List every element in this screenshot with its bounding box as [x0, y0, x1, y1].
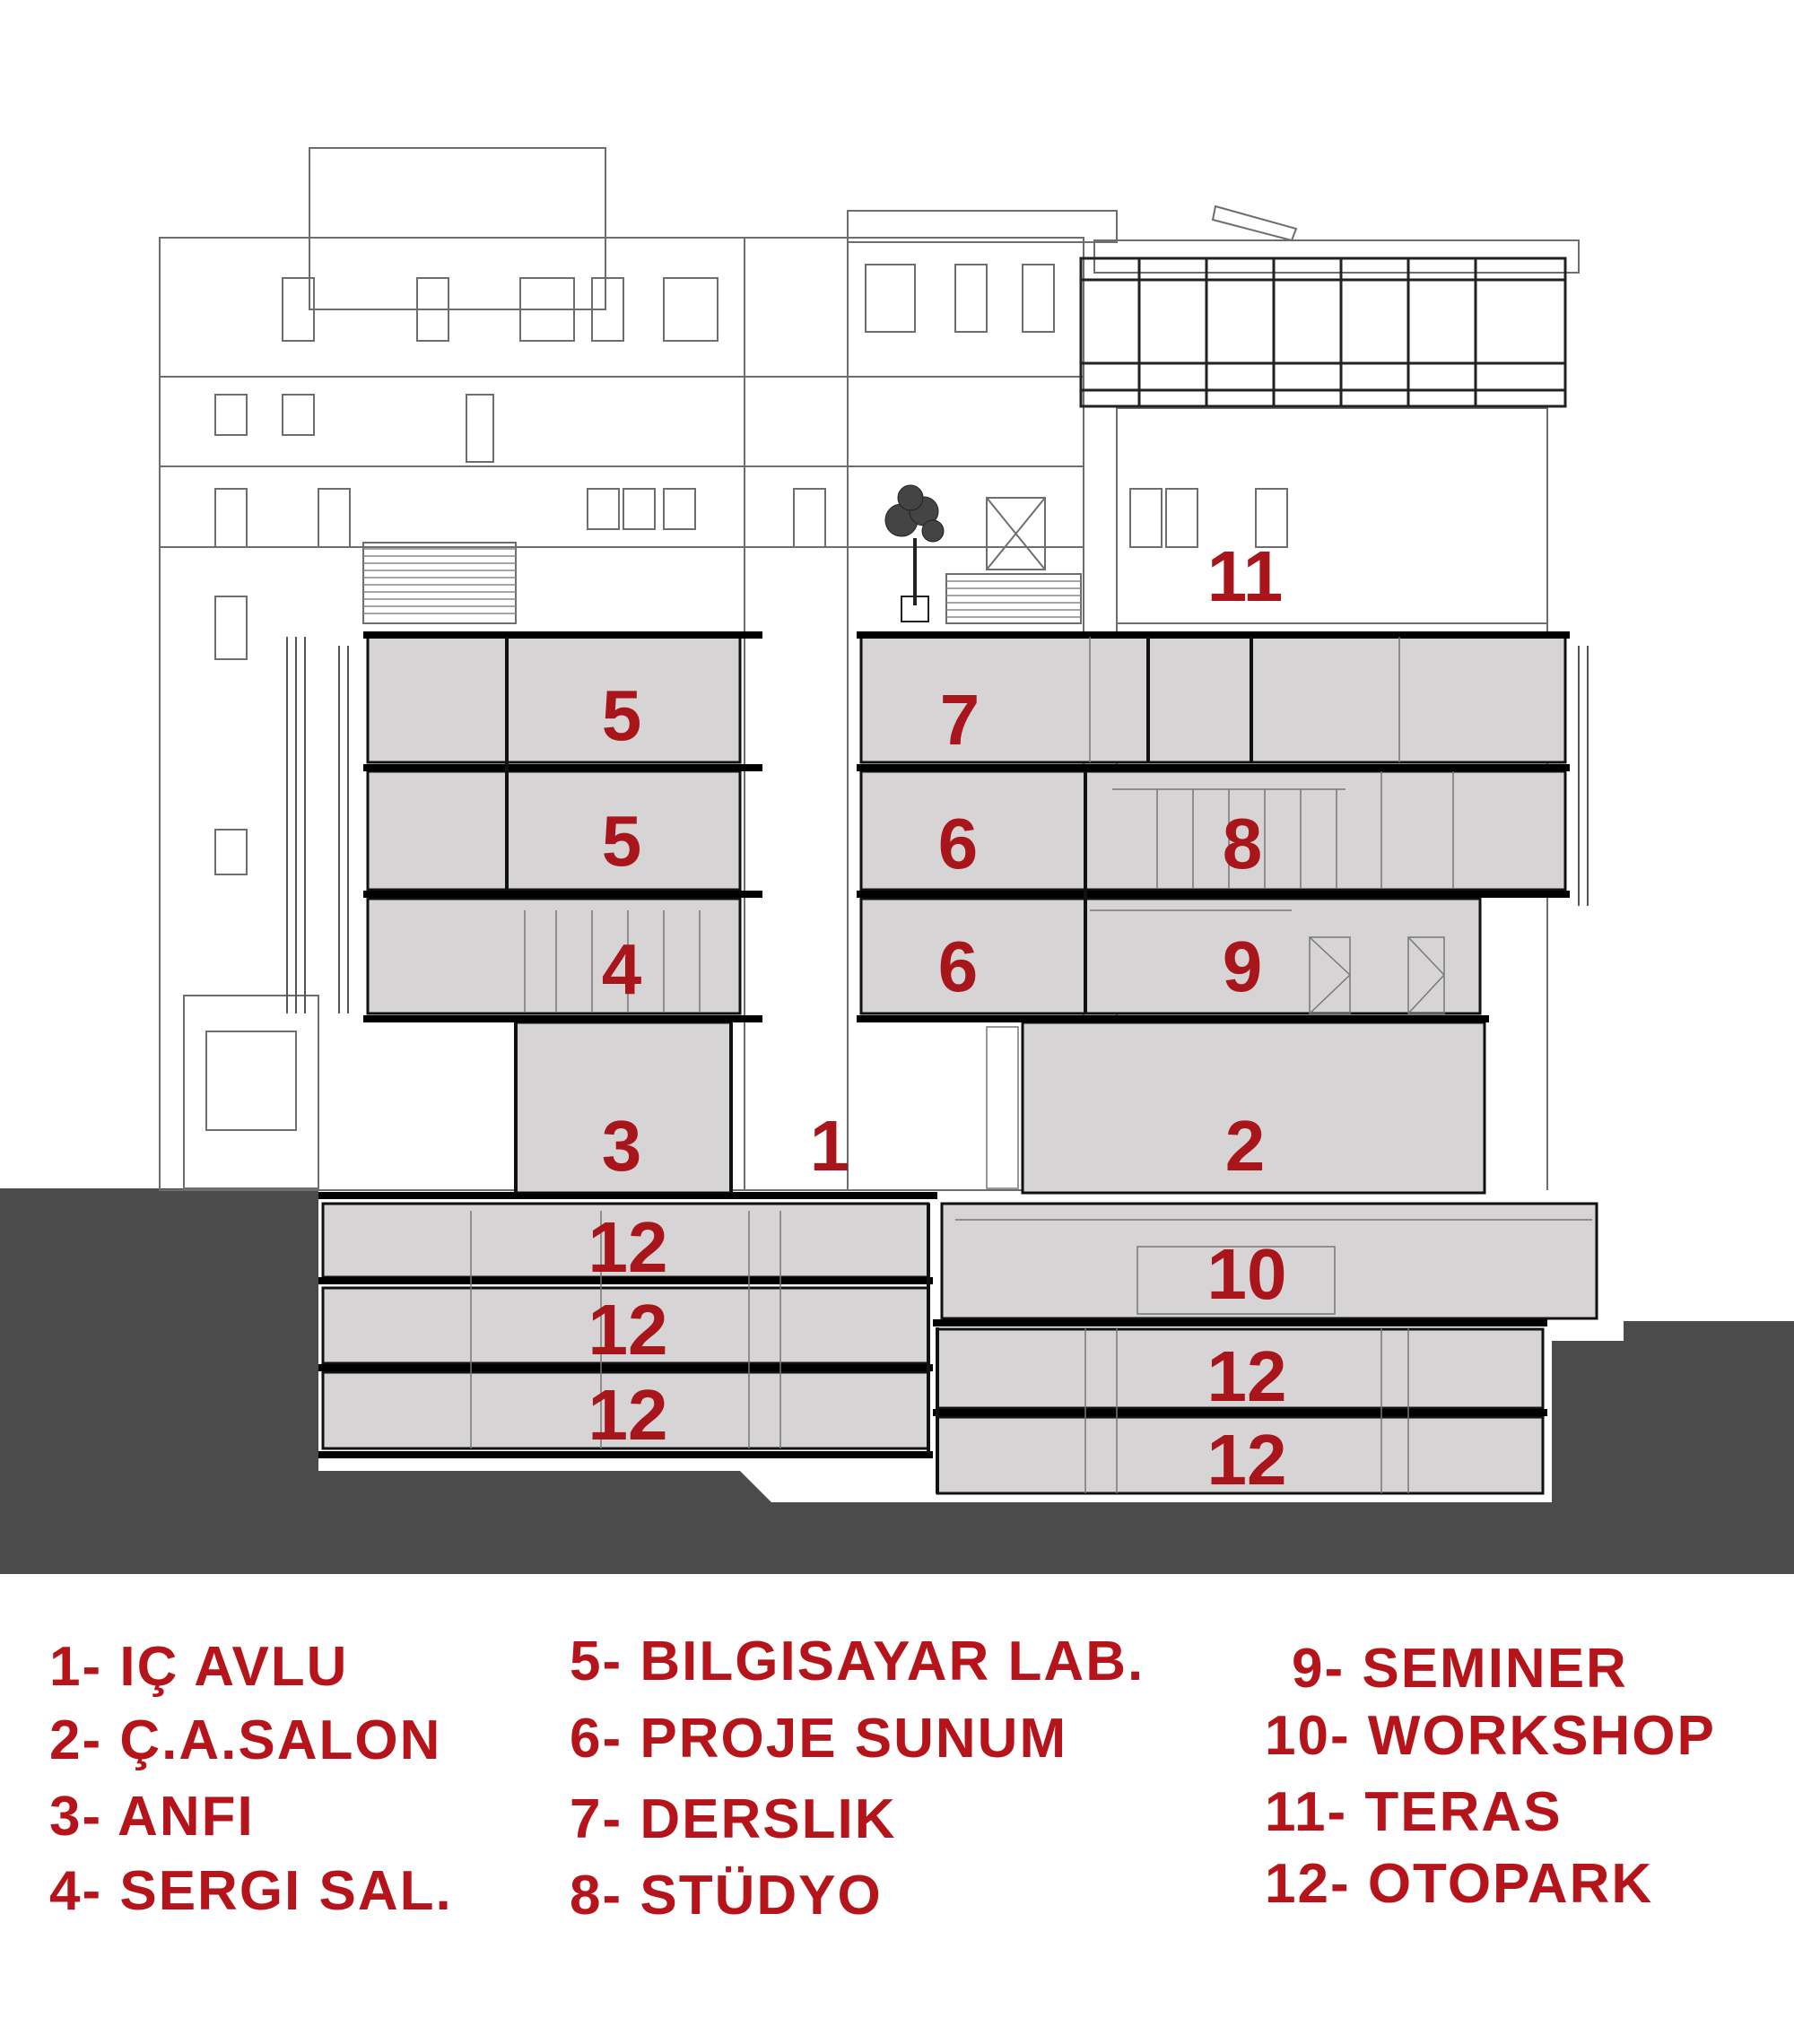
- legend-item-1: 1- IÇ AVLU: [49, 1636, 349, 1698]
- legend-item-12: 12- OTOPARK: [1265, 1853, 1654, 1915]
- room-label-9: 9: [1222, 926, 1263, 1006]
- penthouse-frame: [1081, 258, 1565, 406]
- room-label-3: 3: [601, 1106, 642, 1186]
- room-label-10: 10: [1206, 1234, 1287, 1314]
- room-label-12-b: 12: [588, 1290, 668, 1370]
- tree: [885, 485, 944, 622]
- stair-hatch: [363, 549, 1081, 617]
- legend-item-2: 2- Ç.A.SALON: [49, 1709, 442, 1771]
- legend-item-7: 7- DERSLIK: [570, 1788, 897, 1850]
- room-label-6-upper: 6: [937, 804, 979, 883]
- room-label-2: 2: [1224, 1106, 1266, 1186]
- room-label-8: 8: [1222, 804, 1263, 883]
- room-label-12-e: 12: [1206, 1420, 1287, 1500]
- room-label-7: 7: [939, 680, 980, 760]
- room-label-5-upper: 5: [601, 675, 642, 755]
- room-label-11: 11: [1206, 536, 1284, 616]
- room-label-12-d: 12: [588, 1375, 668, 1455]
- legend-item-6: 6- PROJE SUNUM: [570, 1708, 1068, 1770]
- room-label-12-a: 12: [588, 1207, 668, 1287]
- room-label-5-lower: 5: [601, 801, 642, 881]
- legend-item-3: 3- ANFI: [49, 1786, 255, 1848]
- legend-item-4: 4- SERGI SAL.: [49, 1860, 453, 1922]
- legend-item-9: 9- SEMINER: [1292, 1638, 1628, 1700]
- legend-item-10: 10- WORKSHOP: [1265, 1705, 1716, 1767]
- legend-item-8: 8- STÜDYO: [570, 1865, 883, 1927]
- room-label-12-c: 12: [1206, 1336, 1287, 1416]
- legend-item-5: 5- BILGISAYAR LAB.: [570, 1631, 1145, 1692]
- legend-item-11: 11- TERAS: [1265, 1781, 1563, 1843]
- room-label-4: 4: [601, 929, 642, 1009]
- room-label-1: 1: [809, 1106, 850, 1186]
- room-label-6-lower: 6: [937, 926, 979, 1006]
